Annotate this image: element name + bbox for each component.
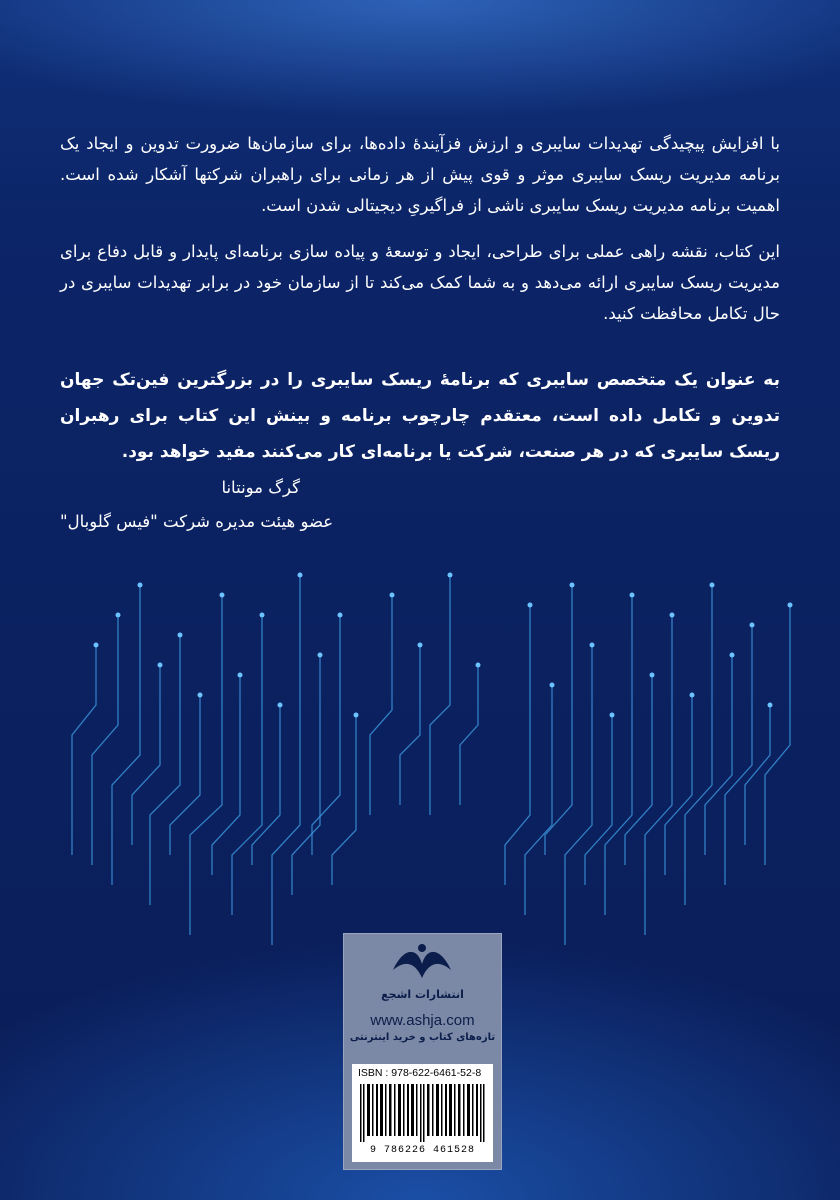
publisher-name: انتشارات اشجع: [381, 988, 464, 1001]
description-paragraph-2: این کتاب، نقشه راهی عملی برای طراحی، ایجاد و توسعهٔ و پیاده سازی برنامه‌ای پایدار و قابل دفاع برای مدیریت ریسک سایبری ارائه می‌دهد و به شما کمک می‌کند تا از سازمان خود در برابر تهدیدات سایبری در حال تکامل محافظت کنید.: [60, 242, 780, 323]
isbn-barcode-box: [352, 1064, 493, 1162]
ashja-logo-icon: [389, 940, 455, 982]
publisher-website: www.ashja.com: [370, 1012, 475, 1029]
publisher-tagline: تازه‌های کتاب و خرید اینترنتی: [349, 1032, 496, 1043]
publisher-panel: [343, 933, 502, 1170]
endorser-name: گرگ مونتانا: [221, 478, 300, 497]
barcode-icon: [358, 1084, 487, 1142]
isbn-label: ISBN : 978-622-6461-52-8: [358, 1067, 482, 1079]
endorsement-quote: به عنوان یک متخصص سایبری که برنامهٔ ریسک سایبری را در بزرگترین فین‌تک جهان تدوین و تکامل داده است، معتقدم چارچوب برنامه و بینش این کتاب برای رهبران ریسک سایبری که در هر صنعت، شرکت یا برنامه‌ای کار می‌کنند مفید خواهد بود.: [60, 370, 780, 462]
barcode-digits: 9 786226 461528: [369, 1145, 475, 1156]
description-paragraph-1: با افزایش پیچیدگی تهدیدات سایبری و ارزش فزآیندهٔ داده‌ها، برای سازمان‌ها ضرورت تدوین و ایجاد یک برنامه مدیریت ریسک سایبری موثر و قوی پیش از هر زمانی برای راهبران شرکتها آشکار شده است. اهمیت برنامه مدیریت ریسک سایبری ناشی از فراگیریِ دیجیتالی شدن است.: [60, 134, 780, 215]
endorser-title: عضو هیئت مدیره شرکت "فیس گلوبال": [60, 512, 334, 531]
